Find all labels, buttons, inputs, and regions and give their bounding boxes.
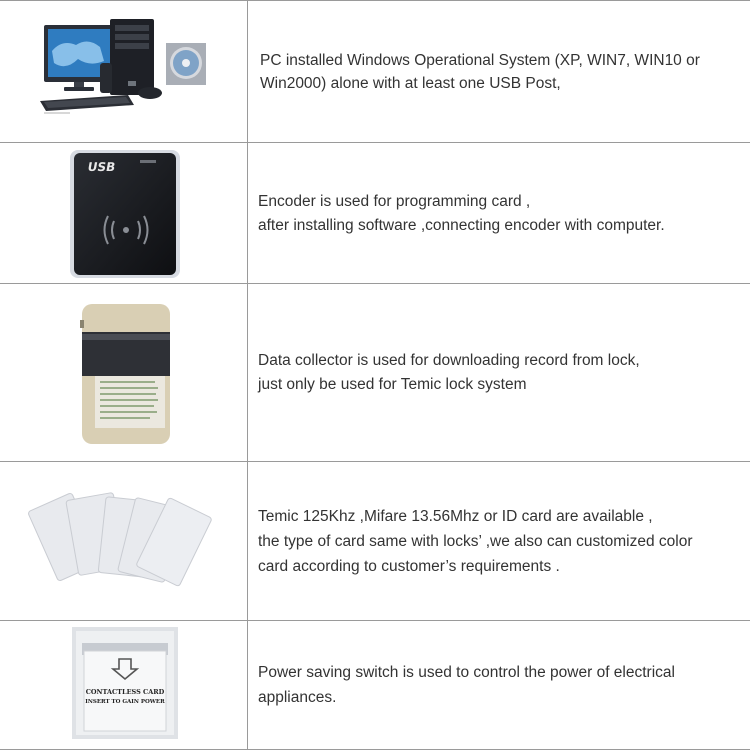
description-line: appliances. xyxy=(258,689,337,706)
description-line: just only be used for Temic lock system xyxy=(258,376,527,393)
table-row xyxy=(0,283,750,462)
encoder-image xyxy=(0,143,248,284)
description-line: Power saving switch is used to control the power of electrical xyxy=(258,664,675,681)
computer-image xyxy=(0,1,248,143)
data-collector-image xyxy=(0,284,248,462)
cards-image xyxy=(0,462,248,621)
description-line: the type of card same with locks’ ,we also can customized color xyxy=(258,533,693,550)
description-cell xyxy=(249,284,750,462)
encoder-usb-label: USB xyxy=(86,160,117,174)
table-row xyxy=(0,620,750,750)
switch-label-line-2: INSERT TO GAIN POWER xyxy=(85,699,165,705)
description-line: Data collector is used for downloading record from lock, xyxy=(258,352,640,369)
description-cell xyxy=(249,143,750,284)
table-row xyxy=(0,461,750,621)
table-row xyxy=(0,0,750,143)
description-cell xyxy=(249,462,750,621)
description-cell xyxy=(249,621,750,749)
description-cell xyxy=(249,1,750,143)
description-line: Win2000) alone with at least one USB Post, xyxy=(260,75,561,92)
description-line: after installing software ,connecting encoder with computer. xyxy=(258,216,665,234)
table-row xyxy=(0,142,750,284)
description-line: Temic 125Khz ,Mifare 13.56Mhz or ID card are available , xyxy=(258,508,653,525)
switch-label-line-1: CONTACTLESS CARD xyxy=(85,688,165,696)
description-line: PC installed Windows Operational System (XP, WIN7, WIN10 or xyxy=(260,52,700,69)
description-line: card according to customer’s requirements . xyxy=(258,558,560,575)
power-switch-image xyxy=(0,621,248,749)
description-line: Encoder is used for programming card , xyxy=(258,192,531,210)
